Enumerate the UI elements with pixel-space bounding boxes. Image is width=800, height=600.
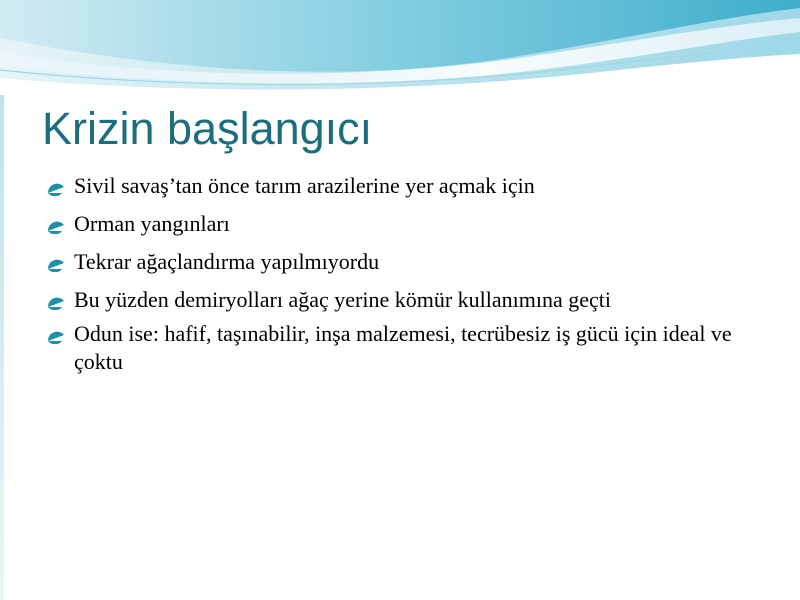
- left-edge-rule: [0, 95, 4, 600]
- slide-title: Krizin başlangıcı: [42, 103, 373, 154]
- bullet-icon: [46, 292, 66, 310]
- bullet-item: [46, 210, 746, 238]
- bullet-icon: [46, 326, 66, 344]
- bullet-text: Tekrar ağaçlandırma yapılmıyordu: [74, 249, 380, 274]
- bullet-text: Orman yangınları: [74, 211, 230, 236]
- bullet-icon: [46, 216, 66, 234]
- bullet-item: [46, 286, 746, 314]
- bullet-list: [46, 172, 746, 382]
- bullet-icon: [46, 254, 66, 272]
- wave-header-decoration: [0, 0, 800, 100]
- bullet-item: [46, 172, 746, 200]
- bullet-text: Odun ise: hafif, taşınabilir, inşa malzemesi, tecrübesiz iş gücü için ideal ve çoktu: [74, 321, 732, 374]
- bullet-icon: [46, 178, 66, 196]
- bullet-item: [46, 248, 746, 276]
- bullet-text: Bu yüzden demiryolları ağaç yerine kömür kullanımına geçti: [74, 287, 611, 312]
- bullet-item: [46, 320, 746, 376]
- bullet-text: Sivil savaş’tan önce tarım arazilerine yer açmak için: [74, 173, 535, 198]
